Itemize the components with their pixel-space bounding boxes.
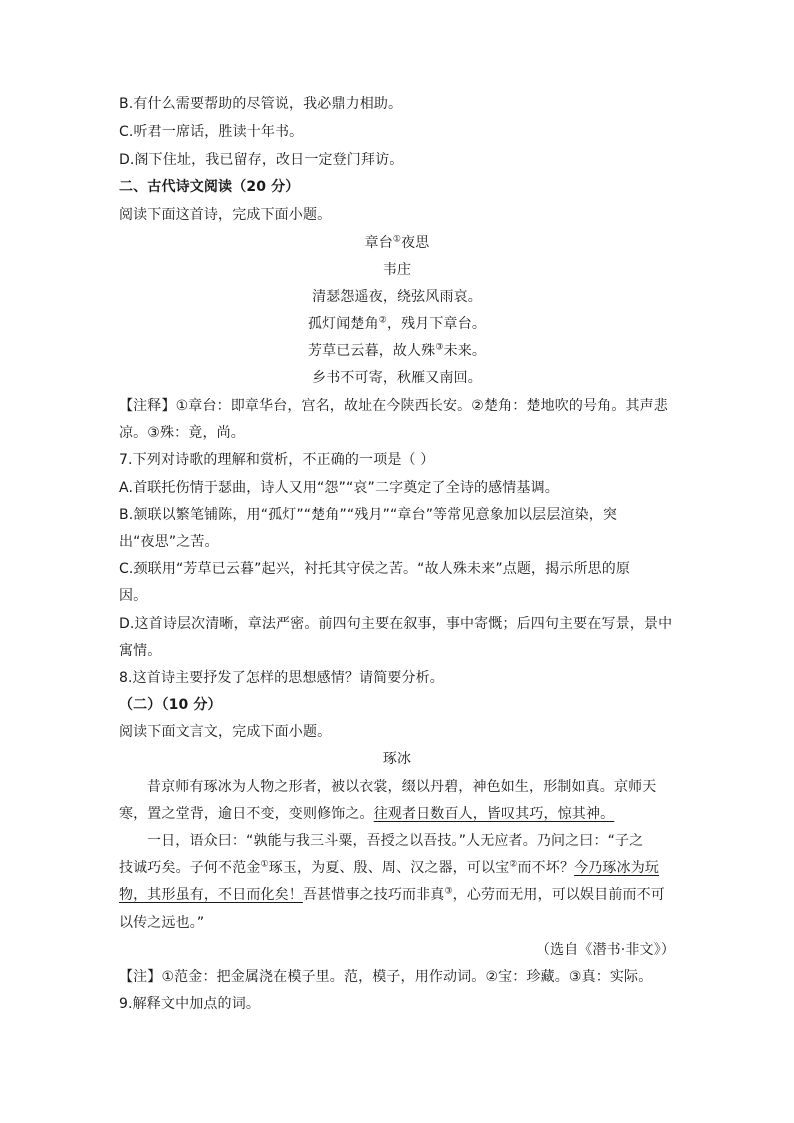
q7-option-b-cont: 出“夜思”之苦。 <box>119 534 219 550</box>
footnote-marker: ② <box>509 859 518 870</box>
q7-option-d-cont: 寓情。 <box>119 643 162 659</box>
underlined-sentence: 物，其形虽有，不日而化矣！ <box>119 887 303 903</box>
poem-note-line-2: 凉。③殊：竟，尚。 <box>119 425 245 441</box>
poem-line-text: 孤灯闻楚角 <box>307 316 379 332</box>
underlined-sentence: 往观者日数百人，皆叹其巧，惊其神。 <box>373 806 615 822</box>
poem-line-text: 未来。 <box>443 343 487 359</box>
footnote-marker: ③ <box>435 342 444 353</box>
passage-p2-line-4: 以传之远也。” <box>119 915 205 931</box>
q9-stem: 9.解释文中加点的词。 <box>119 996 261 1012</box>
q6-option-b: B.有什么需要帮助的尽管说，我必鼎力相助。 <box>119 96 403 112</box>
poem-line-3 <box>119 341 675 361</box>
q6-option-c: C.听君一席话，胜读十年书。 <box>119 124 304 140</box>
part-heading: （二）（10 分） <box>119 697 222 713</box>
q7-option-c-cont: 因。 <box>119 588 148 604</box>
q6-option-d: D.阁下住址，我已留存，改日一定登门拜访。 <box>119 152 404 168</box>
q7-option-a: A.首联托伤情于瑟曲，诗人又用“怨”“哀”二字奠定了全诗的感情基调。 <box>119 480 559 496</box>
passage-p2-line-3 <box>119 885 675 905</box>
underlined-sentence: 今乃琢冰为玩 <box>574 860 660 876</box>
section-intro: 阅读下面这首诗，完成下面小题。 <box>119 207 332 223</box>
footnote-marker: ② <box>378 315 387 326</box>
passage-p2-line-1: 一日，语众曰：“孰能与我三斗粟，吾授之以吾技。”人无应者。乃问之曰：“子之 <box>147 833 644 849</box>
passage-source: （选自《潜书·非文》） <box>535 942 675 958</box>
q7-stem: 7.下列对诗歌的理解和赏析，不正确的一项是（ ） <box>119 452 435 468</box>
footnote-marker: ① <box>260 859 269 870</box>
passage-text: 寒，置之堂背，逾日不变，变则修饰之。 <box>119 806 374 822</box>
poem-line-4: 乡书不可寄，秋雁又南回。 <box>312 370 482 386</box>
q7-option-c: C.颈联用“芳草已云暮”起兴，衬托其守侯之苦。“故人殊未来”点题，揭示所思的原 <box>119 561 631 577</box>
poem-title-text: 章台 <box>364 235 393 251</box>
poem-line-text: 芳草已云暮，故人殊 <box>307 343 436 359</box>
q8-stem: 8.这首诗主要抒发了怎样的思想感情？请简要分析。 <box>119 670 444 686</box>
part-intro: 阅读下面文言文，完成下面小题。 <box>119 724 332 740</box>
poem-line-1: 清瑟怨遥夜，绕弦风雨哀。 <box>312 289 482 305</box>
footnote-marker: ③ <box>444 886 453 897</box>
poem-author: 韦庄 <box>382 262 412 278</box>
passage-p1-line-2 <box>119 804 675 824</box>
passage-text: ，心劳而无用，可以娱目前而不可 <box>452 887 665 903</box>
passage-p1-line-1: 昔京师有琢冰为人物之形者，被以衣裳，缀以丹碧，神色如生，形制如真。京师天 <box>147 779 657 795</box>
poem-line-text: ，残月下章台。 <box>386 316 487 332</box>
poem-note-line-1: 【注释】①章台：即章华台，宫名，故址在今陕西长安。②楚角：楚地吹的号角。其声悲 <box>119 398 668 414</box>
q7-option-b: B.颔联以繁笔铺陈，用“孤灯”“楚角”“残月”“章台”等常见意象加以层层渲染，突 <box>119 507 618 523</box>
poem-line-2 <box>119 314 675 334</box>
passage-text: 吾甚惜事之技巧而非真 <box>302 887 445 903</box>
poem-title-text: 夜思 <box>401 235 430 251</box>
passage-text: 技诚巧矣。子何不范金 <box>119 860 261 876</box>
section-heading: 二、古代诗文阅读（20 分） <box>119 179 300 195</box>
passage-p2-line-2 <box>119 858 675 878</box>
q7-option-d: D.这首诗层次清晰，章法严密。前四句主要在叙事，事中寄慨；后四句主要在写景，景中 <box>119 616 673 632</box>
passage-text: 琢玉，为夏、殷、周、汉之器，可以宝 <box>268 860 510 876</box>
poem-title <box>119 233 675 253</box>
footnote-marker: ① <box>392 234 402 245</box>
passage-text: 而不坏？ <box>517 860 575 876</box>
passage-title: 琢冰 <box>382 751 412 767</box>
passage-note: 【注】①范金：把金属浇在模子里。范，模子，用作动词。②宝：珍藏。③真：实际。 <box>119 969 653 985</box>
